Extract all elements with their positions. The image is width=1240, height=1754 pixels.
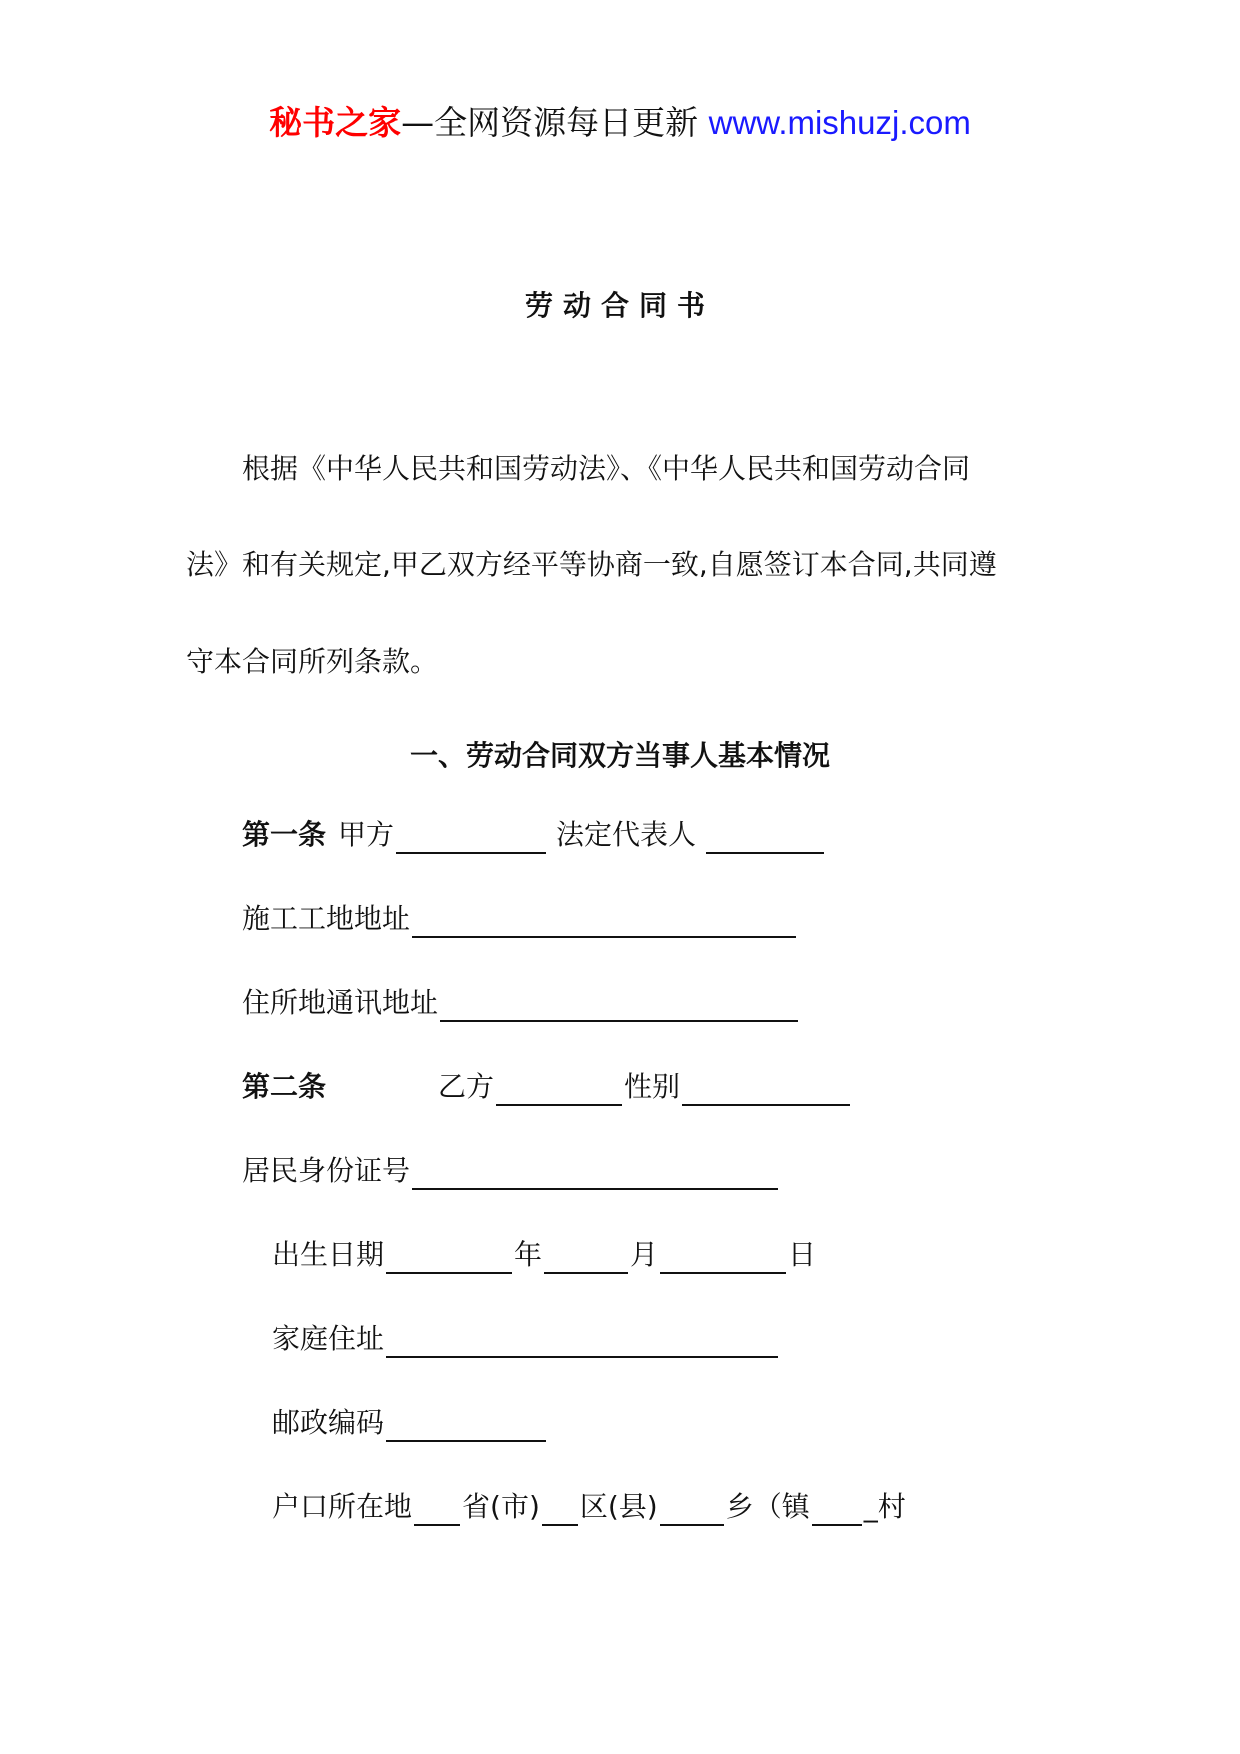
article-1-label: 第一条 (242, 818, 327, 851)
hukou-township-label: 乡（镇 (725, 1490, 810, 1523)
intro-line-2: 法》和有关规定,甲乙双方经平等协商一致,自愿签订本合同,共同遵 (186, 548, 997, 581)
mail-address-row (242, 984, 800, 1022)
postal-code-label: 邮政编码 (272, 1406, 385, 1439)
hukou-row (272, 1488, 906, 1526)
birth-year-label: 年 (514, 1238, 543, 1271)
hukou-district-label: 区(县) (579, 1490, 658, 1523)
gender-blank[interactable] (682, 1074, 850, 1106)
site-address-label: 施工工地地址 (242, 902, 411, 935)
birth-month-label: 月 (630, 1238, 659, 1271)
banner-brand: 秘书之家 (269, 103, 402, 142)
mail-address-blank[interactable] (440, 990, 798, 1022)
home-address-blank[interactable] (386, 1326, 778, 1358)
site-address-row (242, 900, 798, 938)
document-title: 劳动合同书 (524, 289, 715, 322)
postal-code-row (272, 1404, 548, 1442)
intro-line-3: 守本合同所列条款。 (186, 645, 439, 678)
section-heading: 一、劳动合同双方当事人基本情况 (409, 739, 830, 772)
party-b-label: 乙方 (438, 1070, 495, 1103)
banner-url-link[interactable]: www.mishuzj.com (708, 104, 971, 141)
article-1-row (242, 816, 826, 854)
hukou-village-label: _村 (863, 1490, 906, 1523)
legal-rep-blank[interactable] (706, 822, 824, 854)
home-address-row (272, 1320, 780, 1358)
site-banner (0, 100, 1240, 146)
article-2-label: 第二条 (242, 1070, 327, 1103)
party-b-blank[interactable] (496, 1074, 622, 1106)
birth-month-blank[interactable] (544, 1242, 628, 1274)
mail-address-label: 住所地通讯地址 (242, 986, 439, 1019)
birth-day-label: 日 (788, 1238, 817, 1271)
hukou-province-blank[interactable] (414, 1494, 460, 1526)
birth-date-row (272, 1236, 816, 1274)
birth-day-blank[interactable] (660, 1242, 786, 1274)
birth-date-label: 出生日期 (272, 1238, 385, 1271)
legal-rep-label: 法定代表人 (556, 818, 697, 851)
hukou-province-label: 省(市) (462, 1490, 540, 1523)
id-number-row (242, 1152, 780, 1190)
party-a-label: 甲方 (338, 818, 395, 851)
birth-year-blank[interactable] (386, 1242, 512, 1274)
hukou-label: 户口所在地 (272, 1490, 413, 1523)
site-address-blank[interactable] (412, 906, 796, 938)
article-2-row (242, 1068, 852, 1106)
hukou-township-blank[interactable] (660, 1494, 724, 1526)
banner-slogan: —全网资源每日更新 (401, 103, 709, 142)
hukou-village-blank[interactable] (812, 1494, 862, 1526)
postal-code-blank[interactable] (386, 1410, 546, 1442)
id-number-blank[interactable] (412, 1158, 778, 1190)
party-a-blank[interactable] (396, 822, 546, 854)
home-address-label: 家庭住址 (272, 1322, 385, 1355)
hukou-district-blank[interactable] (542, 1494, 578, 1526)
id-number-label: 居民身份证号 (242, 1154, 411, 1187)
gender-label: 性别 (624, 1070, 681, 1103)
intro-line-1: 根据《中华人民共和国劳动法》、《中华人民共和国劳动合同 (242, 452, 971, 485)
